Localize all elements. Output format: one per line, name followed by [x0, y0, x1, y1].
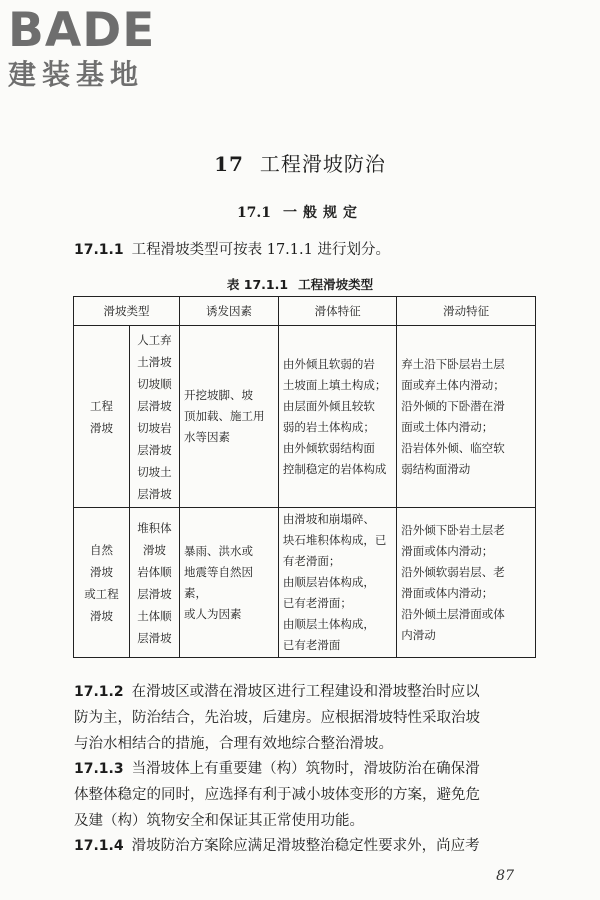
table-caption-title: 工程滑坡类型 [298, 277, 374, 292]
table-row [74, 508, 536, 658]
row-body: 由外倾且软弱的岩 土坡面上填土构成； 由层面外倾且较软 弱的岩土体构成； 由外倾软弱结构面 控制稳定的岩体构成 [278, 326, 396, 508]
table-caption-number: 表 17.1.1 [226, 277, 289, 292]
row-sliding: 沿外倾下卧岩土层老 滑面或体内滑动； 沿外倾软弱岩层、老 滑面或体内滑动； 沿外倾土层滑面或体 内滑动 [397, 508, 536, 658]
clause-text: 工程滑坡类型可按表 17.1.1 进行划分。 [131, 242, 390, 258]
landslide-types-table [73, 296, 536, 658]
clause-text: 体整体稳定的同时，应选择有利于减小坡体变形的方案，避免危 [74, 787, 480, 803]
header-type: 滑坡类型 [74, 297, 180, 326]
clause-text: 与治水相结合的措施，合理有效地综合整治滑坡。 [74, 736, 393, 752]
row-factors: 暴雨、洪水或 地震等自然因素， 或人为因素 [179, 508, 278, 658]
section-number: 17.1 [236, 205, 272, 221]
header-sliding: 滑动特征 [397, 297, 536, 326]
clause-number: 17.1.1 [74, 242, 124, 258]
clause-number: 17.1.4 [74, 838, 124, 854]
chapter-title [0, 148, 600, 177]
row-body: 由滑坡和崩塌碎、 块石堆积体构成，已 有老滑面； 由顺层岩体构成， 已有老滑面； 由顺层土体构成， 已有老滑面 [278, 508, 396, 658]
clause-text: 及建（构）筑物安全和保证其正常使用功能。 [74, 813, 364, 829]
row-category: 工程 滑坡 [74, 326, 130, 508]
clause-text: 在滑坡区或潜在滑坡区进行工程建设和滑坡整治时应以 [131, 684, 480, 700]
header-body: 滑体特征 [278, 297, 396, 326]
clause-number: 17.1.3 [74, 761, 124, 777]
clause-number: 17.1.2 [74, 684, 124, 700]
logo-brand: BADE [8, 3, 156, 58]
section-name: 一般规定 [283, 205, 364, 221]
page-number: 87 [496, 868, 514, 884]
row-factors: 开挖坡脚、坡 顶加载、施工用 水等因素 [179, 326, 278, 508]
table-caption [0, 275, 600, 293]
row-subtypes: 堆积体 滑坡 岩体顺 层滑坡 土体顺 层滑坡 [129, 508, 179, 658]
chapter-name: 工程滑坡防治 [259, 152, 386, 176]
row-sliding: 弃土沿下卧层岩土层 面或弃土体内滑动； 沿外倾的下卧潜在滑 面或土体内滑动； 沿岩体外倾、临空软 弱结构面滑动 [397, 326, 536, 508]
table-header-row [74, 297, 536, 326]
row-subtypes: 人工弃 土滑坡 切坡顺 层滑坡 切坡岩 层滑坡 切坡土 层滑坡 [129, 326, 179, 508]
clause-text: 滑坡防治方案除应满足滑坡整治稳定性要求外，尚应考 [131, 838, 480, 854]
header-factors: 诱发因素 [179, 297, 278, 326]
clause-text: 当滑坡体上有重要建（构）筑物时，滑坡防治在确保滑 [131, 761, 480, 777]
clause-17-1-1 [74, 238, 390, 262]
clause-text: 防为主，防治结合，先治坡，后建房。应根据滑坡特性采取治坡 [74, 710, 480, 726]
row-category: 自然 滑坡 或工程 滑坡 [74, 508, 130, 658]
chapter-number: 17 [214, 152, 244, 176]
bade-logo [8, 4, 178, 92]
section-title [0, 202, 600, 222]
table-row [74, 326, 536, 508]
logo-subtitle: 建装基地 [8, 58, 145, 91]
